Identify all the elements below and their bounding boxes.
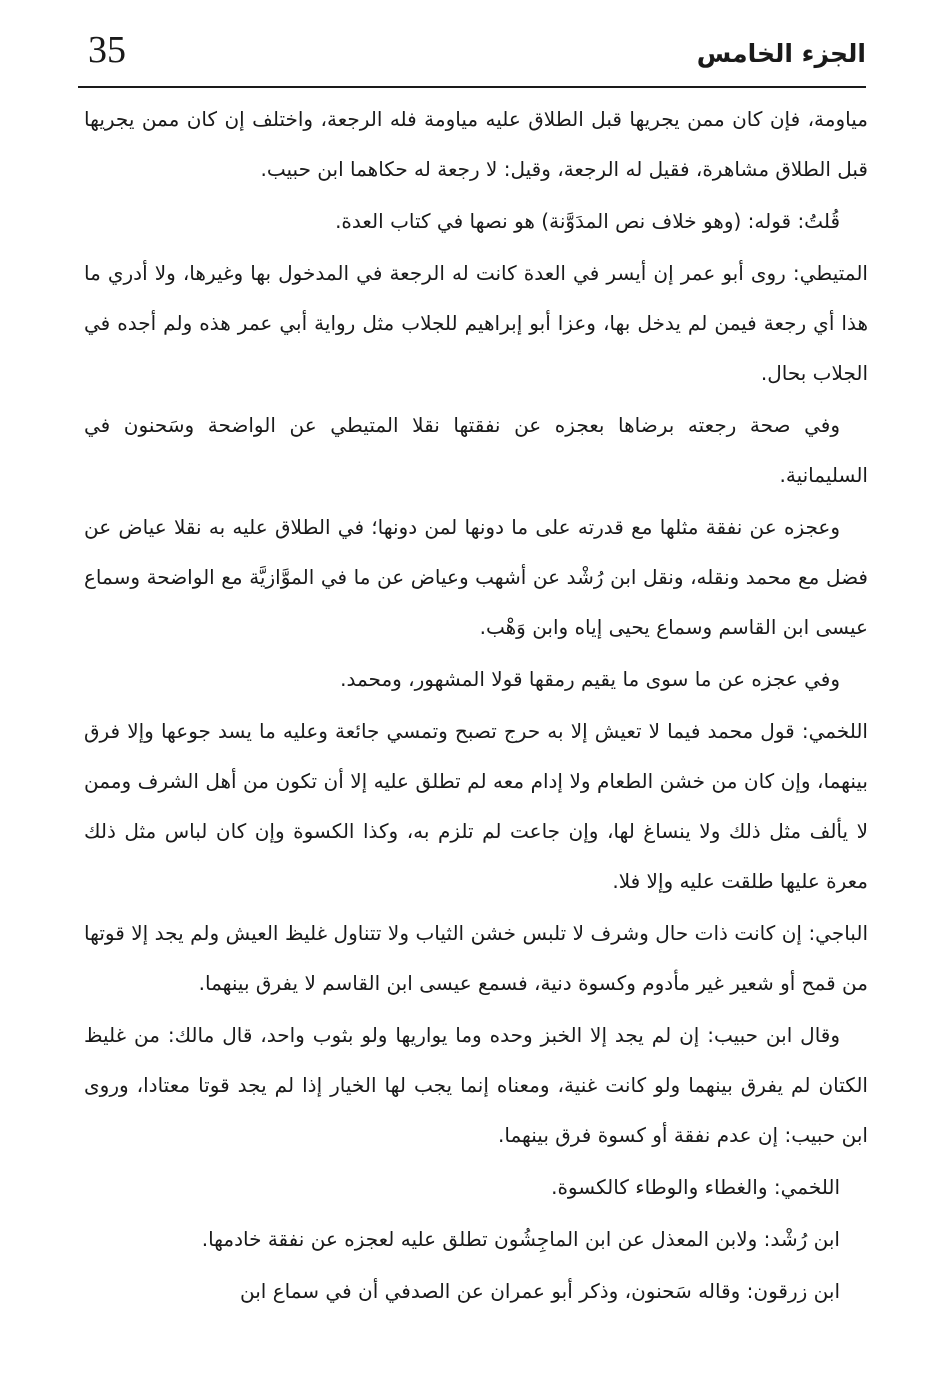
paragraph: قُلتُ: قوله: (وهو خلاف نص المدَوَّنة) هو نصها في كتاب العدة. <box>335 209 840 233</box>
running-title: الجزء الخامس <box>696 39 866 68</box>
paragraph: وعجزه عن نفقة مثلها مع قدرته على ما دونها لمن دونها؛ في الطلاق عليه به نقلا عياض عن فضل مع محمد ونقله، ونقل ابن رُشْد عن أشهب وعياض عن ما في الموَّازيَّة مع الواضحة وسماع عيسى ابن القاسم وسماع يحيى إياه وابن وَهْب. <box>84 515 868 639</box>
body-text <box>84 94 868 1318</box>
paragraph: اللخمي: قول محمد فيما لا تعيش إلا به حرج تصبح وتمسي جائعة وعليه ما يسد جوعها وإلا فرق بينهما، وإن كان من خشن الطعام ولا إدام معه لم تطلق عليه إلا أن تكون من أهل الشرف وممن لا يألف مثل ذلك ولا ينساغ لها، وإن جاعت لم تلزم به، وكذا الكسوة وإن كان لباس مثل ذلك معرة عليها طلقت عليه وإلا فلا. <box>84 719 868 893</box>
paragraph: اللخمي: والغطاء والوطاء كالكسوة. <box>551 1175 840 1199</box>
paragraph: مياومة، فإن كان ممن يجريها قبل الطلاق عليه مياومة فله الرجعة، واختلف إن كان ممن يجريها قبل الطلاق مشاهرة، فقيل له الرجعة، وقيل: لا رجعة له حكاهما ابن حبيب. <box>84 107 868 181</box>
paragraph: ابن زرقون: وقاله سَحنون، وذكر أبو عمران عن الصدفي أن في سماع ابن <box>240 1279 840 1303</box>
page-number: 35 <box>88 29 126 71</box>
paragraph: ابن رُشْد: ولابن المعذل عن ابن الماجِشُون تطلق عليه لعجزه عن نفقة خادمها. <box>201 1227 840 1251</box>
paragraph: وقال ابن حبيب: إن لم يجد إلا الخبز وحده وما يواريها ولو بثوب واحد، قال مالك: من غليظ الكتان لم يفرق بينهما ولو كانت غنية، ومعناه إنما يجب لها الخيار إذا لم يجد قوتا معتادا، وروى ابن حبيب: إن عدم نفقة أو كسوة فرق بينهما. <box>84 1023 868 1147</box>
paragraph: وفي عجزه عن ما سوى ما يقيم رمقها قولا المشهور، ومحمد. <box>340 667 840 691</box>
paragraph: الباجي: إن كانت ذات حال وشرف لا تلبس خشن الثياب ولا تتناول غليظ العيش ولم يجد إلا قوتها من قمح أو شعير غير مأدوم وكسوة دنية، فسمع عيسى ابن القاسم لا يفرق بينهما. <box>84 921 868 995</box>
page-header <box>78 24 866 88</box>
paragraph: المتيطي: روى أبو عمر إن أيسر في العدة كانت له الرجعة في المدخول بها وغيرها، ولا أدري ما هذا أي رجعة فيمن لم يدخل بها، وعزا أبو إبراهيم للجلاب مثل رواية أبي عمر هذه ولم أجده في الجلاب بحال. <box>84 261 868 385</box>
paragraph: وفي صحة رجعته برضاها بعجزه عن نفقتها نقلا المتيطي عن الواضحة وسَحنون في السليمانية. <box>84 413 868 487</box>
